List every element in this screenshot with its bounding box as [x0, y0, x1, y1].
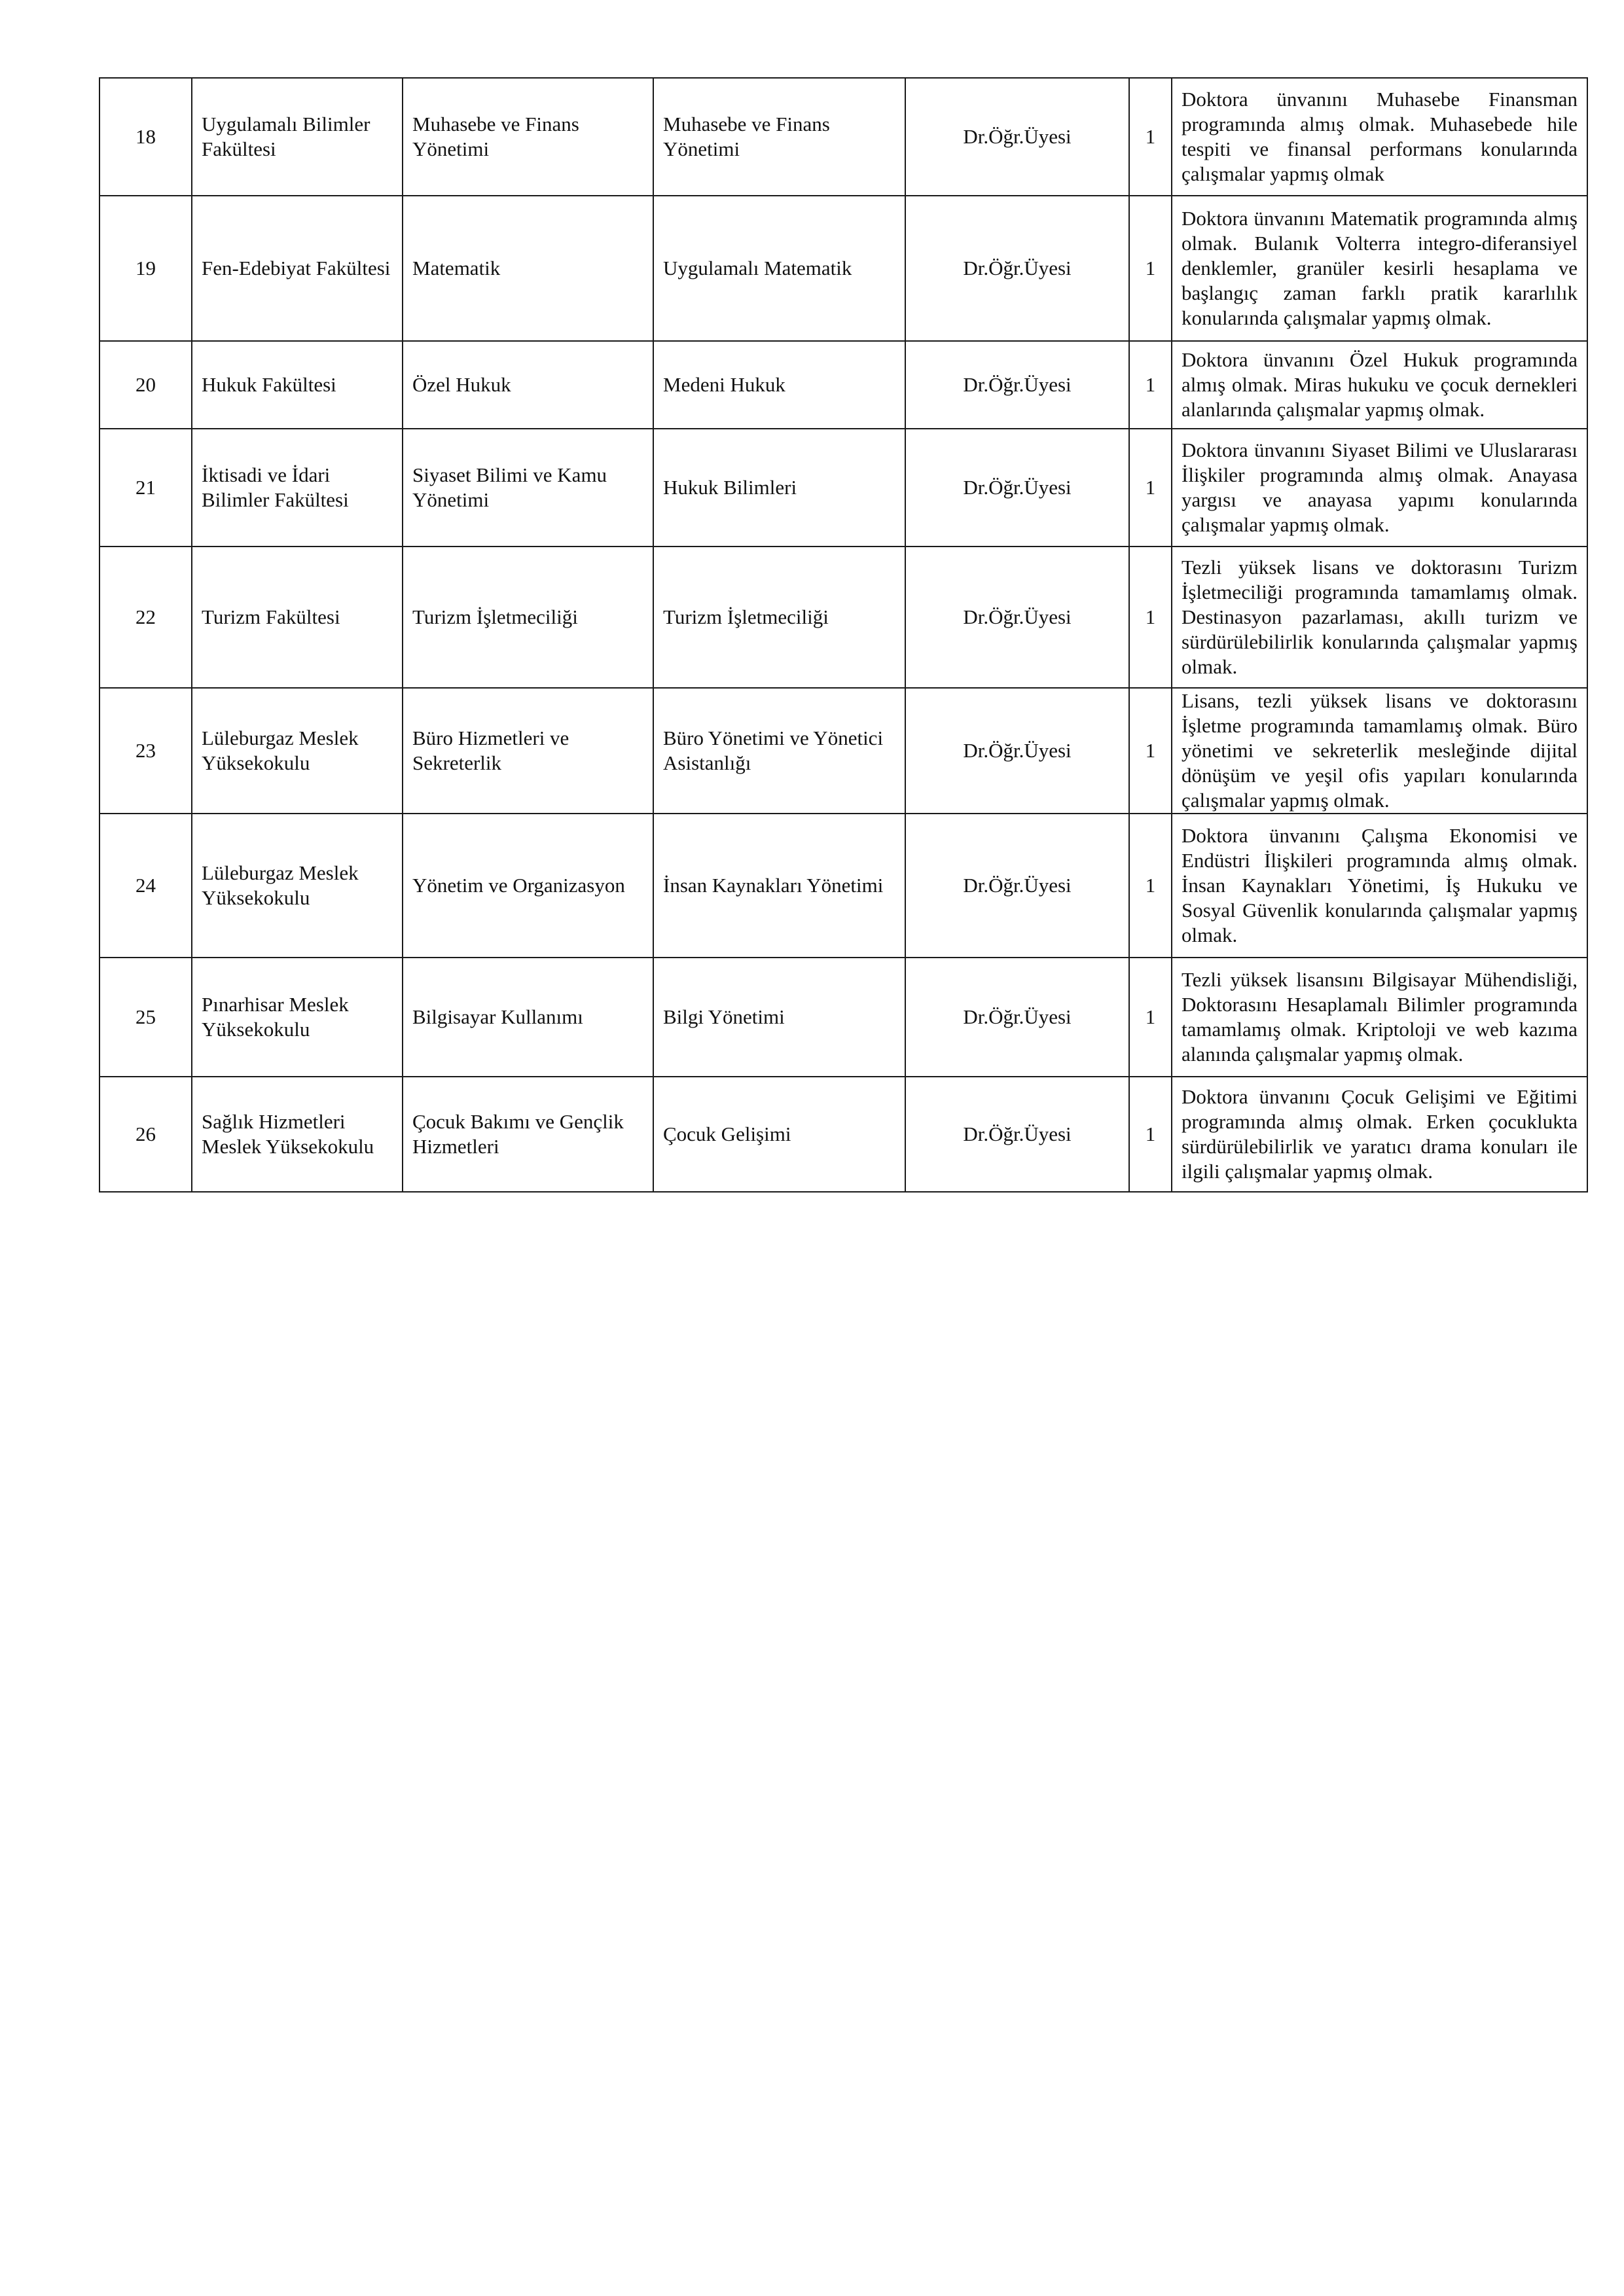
- position-count-cell: 1: [1129, 958, 1172, 1077]
- row-number: 19: [99, 196, 192, 341]
- row-number: 26: [99, 1077, 192, 1192]
- department-cell: Çocuk Bakımı ve Gençlik Hizmetleri: [403, 1077, 653, 1192]
- field-cell: Çocuk Gelişimi: [653, 1077, 905, 1192]
- field-cell: Hukuk Bilimleri: [653, 429, 905, 547]
- unit-cell: Pınarhisar Meslek Yüksekokulu: [192, 958, 403, 1077]
- unit-cell: Hukuk Fakültesi: [192, 341, 403, 429]
- row-number: 18: [99, 78, 192, 196]
- requirements-cell: Tezli yüksek lisans ve doktorasını Turizm İşletmeciliği programında tamamlamış olmak. Destinasyon pazarlaması, akıllı turizm ve sürdürülebilirlik konularında çalışmalar yapmış olmak.: [1172, 547, 1587, 688]
- department-cell: Bilgisayar Kullanımı: [403, 958, 653, 1077]
- table-row: [99, 547, 1587, 688]
- academic-title-cell: Dr.Öğr.Üyesi: [905, 814, 1129, 958]
- positions-table-body: [99, 78, 1587, 1192]
- field-cell: Medeni Hukuk: [653, 341, 905, 429]
- table-row: [99, 1077, 1587, 1192]
- unit-cell: Lüleburgaz Meslek Yüksekokulu: [192, 688, 403, 814]
- position-count-cell: 1: [1129, 1077, 1172, 1192]
- table-row: [99, 196, 1587, 341]
- field-cell: Muhasebe ve Finans Yönetimi: [653, 78, 905, 196]
- unit-cell: İktisadi ve İdari Bilimler Fakültesi: [192, 429, 403, 547]
- unit-cell: Turizm Fakültesi: [192, 547, 403, 688]
- row-number: 24: [99, 814, 192, 958]
- row-number: 25: [99, 958, 192, 1077]
- department-cell: Özel Hukuk: [403, 341, 653, 429]
- department-cell: Muhasebe ve Finans Yönetimi: [403, 78, 653, 196]
- department-cell: Yönetim ve Organizasyon: [403, 814, 653, 958]
- department-cell: Siyaset Bilimi ve Kamu Yönetimi: [403, 429, 653, 547]
- requirements-cell: Doktora ünvanını Siyaset Bilimi ve Uluslararası İlişkiler programında almış olmak. Anayasa yargısı ve anayasa yapımı konularında çalışmalar yapmış olmak.: [1172, 429, 1587, 547]
- field-cell: Uygulamalı Matematik: [653, 196, 905, 341]
- position-count-cell: 1: [1129, 78, 1172, 196]
- requirements-cell: Tezli yüksek lisansını Bilgisayar Mühendisliği, Doktorasını Hesaplamalı Bilimler programında tamamlamış olmak. Kriptoloji ve web kazıma alanında çalışmalar yapmış olmak.: [1172, 958, 1587, 1077]
- unit-cell: Sağlık Hizmetleri Meslek Yüksekokulu: [192, 1077, 403, 1192]
- table-row: [99, 429, 1587, 547]
- field-cell: Turizm İşletmeciliği: [653, 547, 905, 688]
- table-row: [99, 958, 1587, 1077]
- requirements-cell: Doktora ünvanını Çocuk Gelişimi ve Eğitimi programında almış olmak. Erken çocuklukta sürdürülebilirlik ve yaratıcı drama konuları ile ilgili çalışmalar yapmış olmak.: [1172, 1077, 1587, 1192]
- requirements-cell: Doktora ünvanını Çalışma Ekonomisi ve Endüstri İlişkileri programında almış olmak. İnsan Kaynakları Yönetimi, İş Hukuku ve Sosyal Güvenlik konularında çalışmalar yapmış olmak.: [1172, 814, 1587, 958]
- field-cell: İnsan Kaynakları Yönetimi: [653, 814, 905, 958]
- requirements-cell: Lisans, tezli yüksek lisans ve doktorasını İşletme programında tamamlamış olmak. Büro yönetimi ve sekreterlik mesleğinde dijital dönüşüm ve yeşil ofis yapıları konularında çalışmalar yapmış olmak.: [1172, 688, 1587, 814]
- academic-title-cell: Dr.Öğr.Üyesi: [905, 429, 1129, 547]
- position-count-cell: 1: [1129, 429, 1172, 547]
- position-count-cell: 1: [1129, 196, 1172, 341]
- row-number: 22: [99, 547, 192, 688]
- row-number: 21: [99, 429, 192, 547]
- position-count-cell: 1: [1129, 814, 1172, 958]
- field-cell: Büro Yönetimi ve Yönetici Asistanlığı: [653, 688, 905, 814]
- academic-title-cell: Dr.Öğr.Üyesi: [905, 341, 1129, 429]
- position-count-cell: 1: [1129, 547, 1172, 688]
- position-count-cell: 1: [1129, 341, 1172, 429]
- requirements-cell: Doktora ünvanını Matematik programında almış olmak. Bulanık Volterra integro-diferansiyel denklemler, granüler kesirli hesaplama ve başlangıç zaman farklı pratik kararlılık konularında çalışmalar yapmış olmak.: [1172, 196, 1587, 341]
- unit-cell: Uygulamalı Bilimler Fakültesi: [192, 78, 403, 196]
- position-count-cell: 1: [1129, 688, 1172, 814]
- academic-title-cell: Dr.Öğr.Üyesi: [905, 958, 1129, 1077]
- row-number: 23: [99, 688, 192, 814]
- unit-cell: Lüleburgaz Meslek Yüksekokulu: [192, 814, 403, 958]
- unit-cell: Fen-Edebiyat Fakültesi: [192, 196, 403, 341]
- table-row: [99, 814, 1587, 958]
- table-row: [99, 78, 1587, 196]
- department-cell: Büro Hizmetleri ve Sekreterlik: [403, 688, 653, 814]
- academic-title-cell: Dr.Öğr.Üyesi: [905, 78, 1129, 196]
- positions-table: [99, 77, 1588, 1193]
- academic-title-cell: Dr.Öğr.Üyesi: [905, 547, 1129, 688]
- requirements-cell: Doktora ünvanını Muhasebe Finansman programında almış olmak. Muhasebede hile tespiti ve finansal performans konularında çalışmalar yapmış olmak: [1172, 78, 1587, 196]
- academic-title-cell: Dr.Öğr.Üyesi: [905, 1077, 1129, 1192]
- requirements-cell: Doktora ünvanını Özel Hukuk programında almış olmak. Miras hukuku ve çocuk dernekleri alanlarında çalışmalar yapmış olmak.: [1172, 341, 1587, 429]
- academic-title-cell: Dr.Öğr.Üyesi: [905, 688, 1129, 814]
- academic-title-cell: Dr.Öğr.Üyesi: [905, 196, 1129, 341]
- table-row: [99, 341, 1587, 429]
- department-cell: Turizm İşletmeciliği: [403, 547, 653, 688]
- table-row: [99, 688, 1587, 814]
- department-cell: Matematik: [403, 196, 653, 341]
- field-cell: Bilgi Yönetimi: [653, 958, 905, 1077]
- row-number: 20: [99, 341, 192, 429]
